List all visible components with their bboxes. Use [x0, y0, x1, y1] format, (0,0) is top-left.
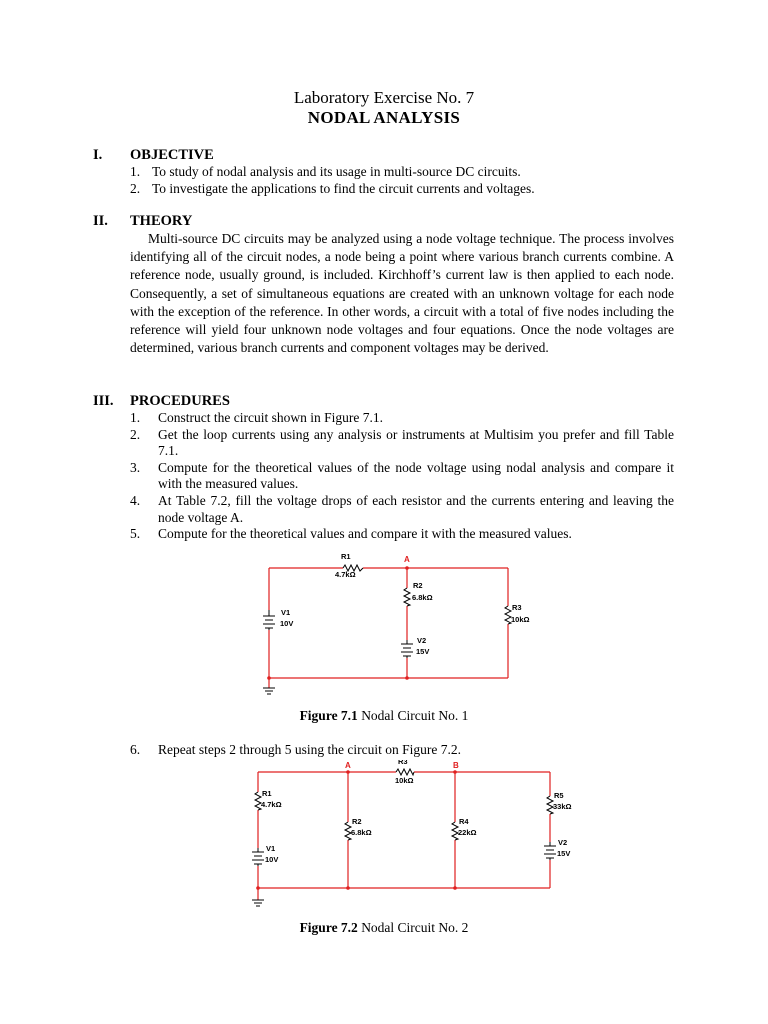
- item-number: 3.: [130, 459, 141, 475]
- procedures-list: [130, 410, 674, 543]
- resistor-r3-symbol: [396, 769, 414, 775]
- node-a-label: A: [404, 555, 410, 564]
- junction-dot: [346, 770, 350, 774]
- node-b-label: B: [453, 761, 459, 770]
- label-r4: R4: [459, 817, 469, 826]
- item-text: Get the loop currents using any analysis or instruments at Multisim you prefer and fill Table 7.1.: [158, 426, 674, 459]
- label-r2: R2: [413, 581, 423, 590]
- lab-title: NODAL ANALYSIS: [307, 108, 461, 127]
- value-r3: 10kΩ: [511, 615, 530, 624]
- list-item: [130, 526, 674, 543]
- junction-dot: [256, 886, 260, 890]
- objective-list: [130, 164, 680, 197]
- item-number: 2.: [130, 180, 141, 196]
- theory-paragraph: Multi-source DC circuits may be analyzed using a node voltage technique. The process involves identifying all of the circuit nodes, a node being a point where various branch currents combine. A reference node, usually ground, is included. Kirchhoff’s current law is then applied to each node. Consequently, a set of simultaneous equations are created with an unknown voltage for each node with the exception of the reference. In other words, a circuit with a total of five nodes including the reference will yield four unknown node voltages and four equations. Once the node voltages are determined, various branch currents and component voltages may be derived.: [130, 231, 674, 356]
- item-text: At Table 7.2, fill the voltage drops of each resistor and the currents entering and leaving the node voltage A.: [158, 492, 674, 525]
- list-item: [130, 493, 674, 526]
- value-r1: 4.7kΩ: [335, 570, 356, 579]
- figure-7-2-caption: [0, 920, 768, 936]
- list-item: [130, 427, 674, 460]
- label-r2: R2: [352, 817, 362, 826]
- label-r1: R1: [341, 552, 351, 561]
- node-a-label: A: [345, 761, 351, 770]
- circuit-diagram-2: [248, 760, 588, 915]
- procedures-step-6: [130, 742, 674, 759]
- value-r1: 4.7kΩ: [261, 800, 282, 809]
- section-title: PROCEDURES: [130, 393, 230, 409]
- item-text: Construct the circuit shown in Figure 7.1.: [158, 410, 383, 425]
- value-r4: 22kΩ: [458, 828, 477, 837]
- lab-exercise-number: Laboratory Exercise No. 7: [293, 88, 475, 107]
- figure-label: Figure 7.1: [299, 708, 358, 723]
- junction-dot: [453, 770, 457, 774]
- value-v1: 10V: [265, 855, 279, 864]
- item-text: Compute for the theoretical values and compare it with the measured values.: [158, 526, 572, 542]
- value-v1: 10V: [280, 619, 294, 628]
- list-item: [130, 181, 680, 198]
- item-text: Compute for the theoretical values of the node voltage using nodal analysis and compare it with the measured values.: [158, 459, 674, 492]
- value-r2: 6.8kΩ: [412, 593, 433, 602]
- junction-dot: [267, 676, 271, 680]
- item-number: 4.: [130, 492, 141, 508]
- section-title: OBJECTIVE: [130, 147, 214, 163]
- value-v2: 15V: [557, 849, 571, 858]
- junction-dot: [346, 886, 350, 890]
- label-v2: V2: [417, 636, 427, 645]
- list-item: [130, 742, 674, 759]
- junction-dot: [453, 886, 457, 890]
- value-v2: 15V: [416, 647, 430, 656]
- label-v2: V2: [558, 838, 568, 847]
- item-number: 5.: [130, 526, 141, 542]
- junction-dot: [405, 676, 409, 680]
- item-number: 1.: [130, 410, 141, 425]
- value-r3: 10kΩ: [395, 776, 414, 785]
- value-r5: 33kΩ: [553, 802, 572, 811]
- figure-caption-text: Nodal Circuit No. 2: [357, 920, 469, 935]
- list-item: [130, 460, 674, 493]
- section-number: II.: [93, 213, 108, 229]
- label-r5: R5: [554, 791, 564, 800]
- section-title: THEORY: [130, 213, 193, 229]
- circuit-diagram-1: [255, 548, 545, 698]
- item-text: Repeat steps 2 through 5 using the circuit on Figure 7.2.: [158, 742, 461, 757]
- label-r3: R3: [512, 603, 522, 612]
- label-v1: V1: [281, 608, 291, 617]
- section-number: I.: [93, 147, 103, 163]
- label-v1: V1: [266, 844, 276, 853]
- figure-7-1-caption: [0, 708, 768, 724]
- resistor-r2-symbol: [404, 588, 410, 606]
- figure-label: Figure 7.2: [299, 920, 358, 935]
- figure-caption-text: Nodal Circuit No. 1: [357, 708, 469, 723]
- item-number: 6.: [130, 742, 141, 757]
- label-r1: R1: [262, 789, 272, 798]
- item-number: 2.: [130, 426, 141, 442]
- section-number: III.: [93, 393, 114, 409]
- list-item: [130, 164, 680, 181]
- item-text: To study of nodal analysis and its usage in multi-source DC circuits.: [152, 164, 521, 179]
- item-text: To investigate the applications to find the circuit currents and voltages.: [152, 180, 535, 196]
- list-item: [130, 410, 674, 427]
- value-r2: 6.8kΩ: [351, 828, 372, 837]
- label-r3: R3: [398, 760, 408, 766]
- item-number: 1.: [130, 164, 141, 179]
- junction-dot: [405, 566, 409, 570]
